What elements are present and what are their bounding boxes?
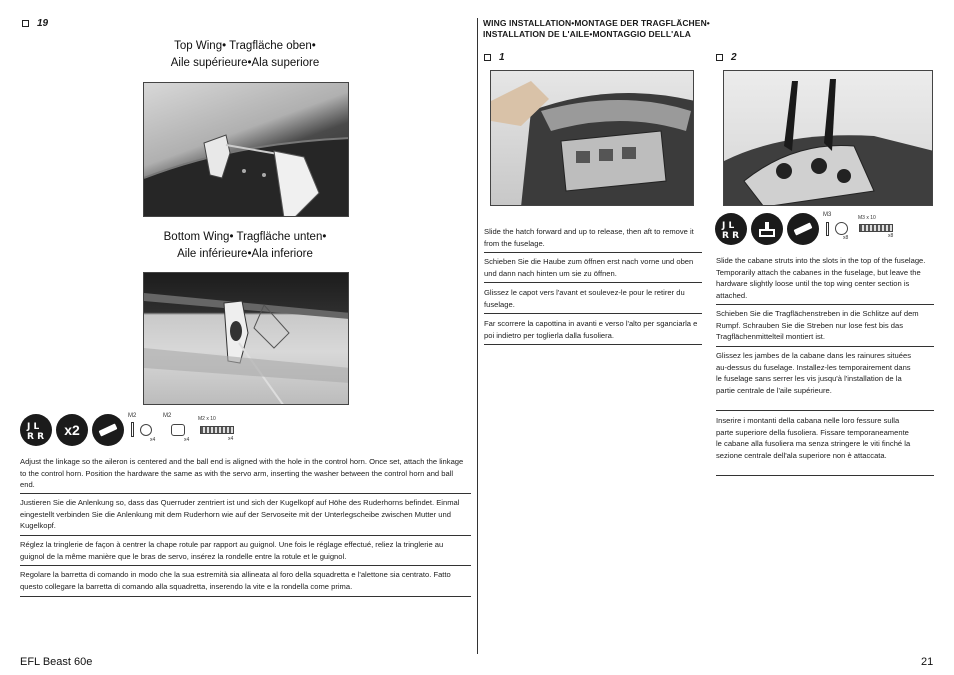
left-right-tool-icon [715,213,747,245]
divider [484,313,702,314]
quantity-x2-icon [56,414,88,446]
hardware-size: M3 [823,212,832,218]
nut-icon [171,424,185,436]
caption-top-wing [140,38,350,72]
svg-text:R R: R R [722,231,739,240]
instruction-de: Schieben Sie die Haube zum öffnen erst nach vorne und oben und dann nach hinten um sie zu öffnen. [484,257,694,278]
bench-tool-icon [751,213,783,245]
heading-line: WING INSTALLATION•MONTAGE DER TRAGFLÄCHEN• [483,18,710,28]
hatch-illustration [491,71,694,206]
lr-icon [25,419,47,441]
hardware-size: M3 x 10 [858,215,876,221]
screwdriver-tool-icon [92,414,124,446]
bench-icon [756,218,778,240]
caption-line: Bottom Wing• Tragfläche unten• [163,231,327,243]
step-number: 19 [37,18,49,29]
divider [20,565,471,566]
divider [484,252,702,253]
hardware-qty: x8 [843,235,849,241]
divider [20,596,471,597]
footer-title: EFL Beast 60e [20,656,93,668]
top-wing-illustration [144,83,349,217]
svg-text:J L: J L [722,221,735,231]
bottom-wing-illustration [144,273,349,405]
screwdriver-tool-icon [787,213,819,245]
washer-icon [140,424,152,436]
divider [716,475,934,476]
caption-line: Aile inférieure•Ala inferiore [177,248,313,260]
bottom-wing-photo [143,272,349,405]
instruction-de: Justieren Sie die Anlenkung so, dass das Querruder zentriert ist und sich der Kugelkopf auf Höhe des Ruderhorns befindet. Einmal eingestellt verbinden Sie die Anlenkung mit dem Ruderhorn wie auf der Servoseite mit der Unterlegscheibe zwischen Mutter und Kugelkopf. [20,498,460,531]
cabane-illustration [724,71,933,206]
top-wing-photo [143,82,349,217]
instruction-en: Slide the hatch forward and up to release, then aft to remove it from the fuselage. [484,227,694,248]
divider [20,493,471,494]
instruction-fr: Glissez le capot vers l'avant et soulevez-le pour le retirer du fuselage. [484,288,685,309]
hardware-qty: x4 [228,436,234,442]
pushrod-icon [826,222,829,236]
hardware-qty: x4 [184,437,190,443]
screwdriver-icon [96,418,120,442]
svg-text:J L: J L [27,422,40,432]
hardware-size: M2 [163,413,172,419]
page-number: 21 [921,656,934,668]
instruction-fr: Réglez la tringlerie de façon à centrer la chape rotule par rapport au guignol. Une fois le réglage effectué, reliez la tringlerie au guignol de la même manière que le bras de servo, insérez la rondelle entre la rotule et le guignol. [20,540,444,561]
step-checkbox[interactable] [716,54,723,61]
step-checkbox[interactable] [484,54,491,61]
pushrod-icon [131,422,134,437]
step-2-header [716,52,737,63]
washer-icon [835,222,848,235]
step-number: 1 [499,52,505,63]
caption-bottom-wing [140,229,350,263]
instruction-en: Slide the cabane struts into the slots in the top of the fuselage. Temporarily attach the cabanes in the fuselage, but leave the hardware slightly loose until the top wing center section is attached. [716,256,926,300]
instruction-fr: Glissez les jambes de la cabane dans les rainures situées au-dessus du fuselage. Installez-les temporairement dans le fuselage sans serrer les vis jusqu'à l'installation de la partie centrale de l'aile supérieure. [716,351,912,395]
step-19-header [22,18,48,29]
divider [484,344,702,345]
screw-icon [200,426,234,434]
tool-x2-label: x2 [64,422,80,438]
heading-line: INSTALLATION DE L'AILE•MONTAGGIO DELL'ALA [483,29,692,39]
page-divider [477,18,478,654]
divider [716,304,934,305]
divider [716,410,934,411]
svg-text:R R: R R [27,432,44,441]
instruction-it: Regolare la barretta di comando in modo che la sua estremità sia allineata al foro della squadretta e l'alettone sia centrato. Fatto questo collegare la barretta di comando alla squadretta, inserendo la vite e la rondella come prima. [20,570,451,591]
instruction-it: Inserire i montanti della cabana nelle loro fessure sulla parte superiore della fusoliera. Fissare temporaneamente le cabane alla fusoliera ma senza stringere le viti finché la sezione centrale dell'ala superiore non è attaccata. [716,416,911,460]
left-right-tool-icon [20,414,52,446]
caption-line: Aile supérieure•Ala superiore [170,57,320,69]
hardware-size: M2 [128,413,137,419]
screw-icon [859,224,893,232]
hardware-qty: x4 [150,437,156,443]
step-checkbox[interactable] [22,20,29,27]
cabane-photo [723,70,933,206]
hardware-qty: x8 [888,233,894,239]
instruction-en: Adjust the linkage so the aileron is centered and the ball end is aligned with the hole in the control horn. Once set, attach the linkage to the control horn. Position the hardware the same as with the servo arm, inserting the washer between the control horn and ball end. [20,457,464,490]
divider [484,282,702,283]
hatch-photo [490,70,694,206]
instruction-it: Far scorrere la capottina in avanti e verso l'alto per sganciarla e poi indietro per toglierla dalla fusoliera. [484,319,698,340]
step-number: 2 [731,52,737,63]
step-1-header [484,52,505,63]
caption-line: Top Wing• Tragfläche oben• [174,40,316,52]
divider [716,346,934,347]
divider [20,535,471,536]
lr-icon [720,218,742,240]
screwdriver-icon [791,217,815,241]
instruction-de: Schieben Sie die Tragflächenstreben in die Schlitze auf dem Rumpf. Schrauben Sie die Streben nur lose fest bis das Tragflächenmittelteil montiert ist. [716,309,919,342]
section-heading [483,18,823,40]
hardware-size: M2 x 10 [198,416,216,422]
